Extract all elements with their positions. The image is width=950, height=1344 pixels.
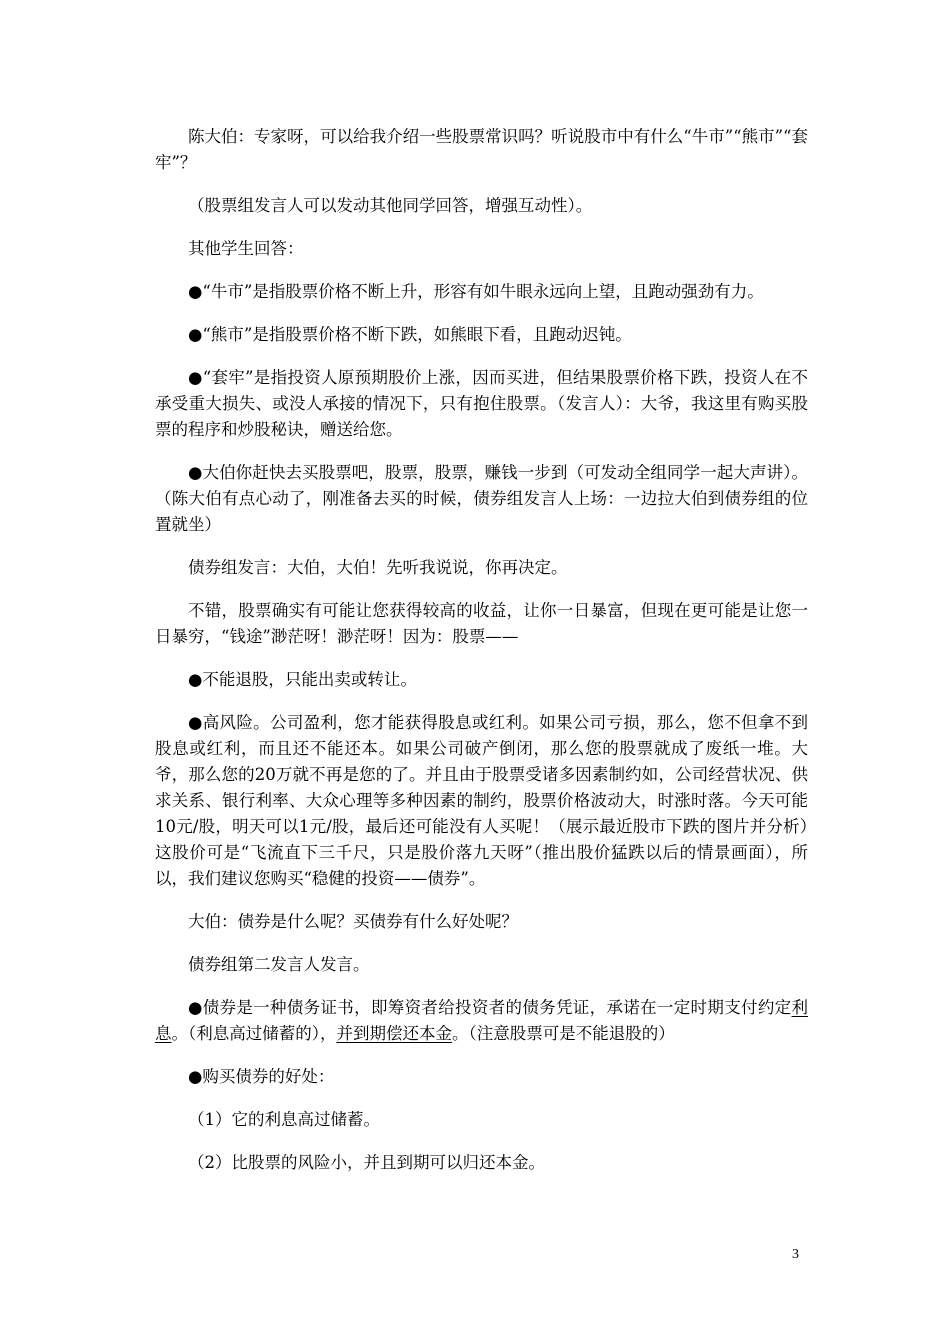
paragraph-bull-market: ●“牛市”是指股票价格不断上升，形容有如牛眼永远向上望，且跑动强劲有力。 [188, 282, 764, 301]
bond-definition-text-3: 。（注意股票可是不能退股的） [452, 1024, 675, 1043]
page-number: 3 [792, 1247, 799, 1262]
paragraph-bond-definition [155, 995, 808, 1047]
paragraph-uncle-question: 大伯：债券是什么呢？买债券有什么好处呢？ [188, 912, 518, 931]
bond-definition-text-2: 。（利息高过储蓄的）， [171, 1024, 337, 1043]
paragraph-trapped: ●“套牢”是指投资人原预期股价上涨，因而买进，但结果股票价格下跌，投资人在不承受重大损失、或没人承接的情况下，只有抱住股票。（发言人）：大爷，我这里有购买股票的程序和炒股秘诀，赠送给您。 [155, 368, 808, 439]
paragraph-high-risk: ●高风险。公司盈利，您才能获得股息或红利。如果公司亏损，那么，您不但拿不到股息或红利，而且还不能还本。如果公司破产倒闭，那么您的股票就成了废纸一堆。大爷，那么您的20万就不再是您的了。并且由于股票受诸多因素制约如，公司经营状况、供求关系、银行利率、大众心理等多种因素的制约，股票价格波动大，时涨时落。今天可能10元/股，明天可以1元/股，最后还可能没有人买呢！（展示最近股市下跌的图片并分析）这股价可是“飞流直下三千尺，只是股价落九天呀”（推出股价猛跌以后的情景画面），所以，我们建议您购买“稳健的投资——债券”。 [155, 713, 808, 888]
paragraph-other-students: 其他学生回答： [188, 239, 304, 258]
paragraph-buy-stock: ●大伯你赶快去买股票吧，股票，股票，赚钱一步到（可发动全组同学一起大声讲）。（陈大伯有点心动了，刚准备去买的时候，债券组发言人上场：一边拉大伯到债券组的位置就坐） [155, 463, 808, 534]
paragraph-bond-speech: 债券组发言：大伯，大伯！先听我说说，你再决定。 [188, 558, 568, 577]
paragraph-stage-note: （股票组发言人可以发动其他同学回答，增强互动性）。 [188, 196, 593, 215]
paragraph-bear-market: ●“熊市”是指股票价格不断下跌，如熊眼下看，且跑动迟钝。 [188, 325, 632, 344]
paragraph-second-speaker: 债券组第二发言人发言。 [188, 955, 370, 974]
bond-definition-principal: 并到期偿还本金 [336, 1024, 452, 1043]
document-page [155, 124, 808, 1193]
paragraph-benefits-heading: ●购买债券的好处： [188, 1067, 335, 1086]
benefit-item: （2）比股票的风险小，并且到期可以归还本金。 [188, 1153, 545, 1172]
bond-definition-text-1: ●债券是一种债务证书，即筹资者给投资者的债务凭证，承诺在一定时期支付约定 [188, 998, 792, 1017]
paragraph-no-refund: ●不能退股，只能出卖或转让。 [188, 670, 417, 689]
bond-definition-interest: 利息 [155, 998, 808, 1043]
paragraph-dialogue-chen: 陈大伯：专家呀，可以给我介绍一些股票常识吗？听说股市中有什么“牛市”“熊市”“套牢”？ [155, 127, 808, 172]
benefit-item: （1）它的利息高过储蓄。 [188, 1110, 380, 1129]
paragraph-stock-risk-intro: 不错，股票确实有可能让您获得较高的收益，让你一日暴富，但现在更可能是让您一日暴穷，“钱途”渺茫呀！渺茫呀！因为：股票—— [155, 601, 808, 646]
